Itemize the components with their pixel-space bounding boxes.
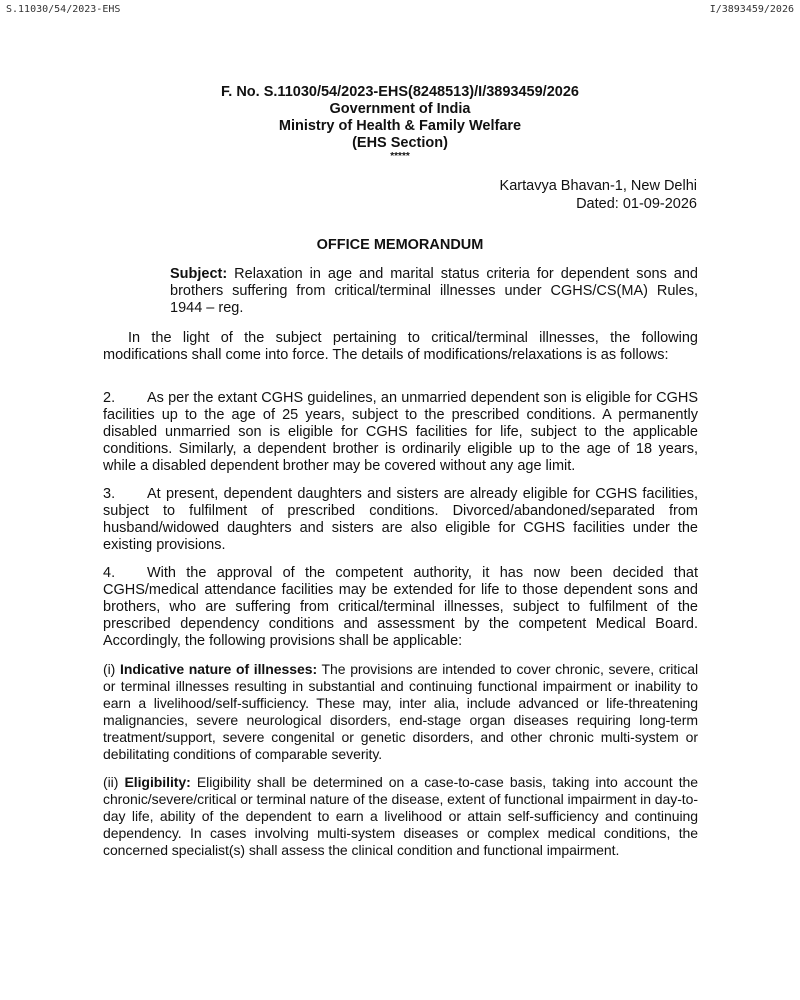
subject-label: Subject: bbox=[170, 266, 228, 282]
subject-text: Relaxation in age and marital status criteria for dependent sons and brothers suffering from critical/terminal illnesses under CGHS/CS(MA) Rules, 1944 – reg. bbox=[170, 266, 698, 316]
paragraph-number: 2. bbox=[103, 390, 116, 406]
provision-prefix: (i) bbox=[103, 661, 120, 677]
section-name: (EHS Section) bbox=[352, 135, 448, 151]
paragraph-4 bbox=[103, 565, 698, 650]
paragraph-text: As per the extant CGHS guidelines, an unmarried dependent son is eligible for CGHS facilities up to the age of 25 years, subject to the prescribed conditions. A permanently disabled unmarried son is eligible for CGHS facilities for life, subject to the applicable conditions. Similarly, a dependent brother is ordinarily eligible up to the age of 18 years, while a disabled dependent brother may be covered without any age limit. bbox=[103, 390, 698, 474]
separator-stars: ***** bbox=[390, 151, 410, 162]
address: Kartavya Bhavan-1, New Delhi bbox=[499, 178, 697, 194]
paragraph-number: 3. bbox=[103, 486, 116, 502]
letterhead bbox=[0, 84, 800, 162]
provision-prefix: (ii) bbox=[103, 774, 125, 790]
ministry-name: Ministry of Health & Family Welfare bbox=[278, 118, 522, 134]
provision-heading: Indicative nature of illnesses: bbox=[119, 661, 318, 677]
government-name: Government of India bbox=[329, 101, 471, 117]
date: Dated: 01-09-2026 bbox=[576, 196, 697, 212]
paragraph-2 bbox=[103, 390, 698, 475]
provision-heading: Eligibility: bbox=[124, 774, 191, 790]
paragraph-number: 4. bbox=[103, 565, 116, 581]
paragraph-3 bbox=[103, 486, 698, 554]
document-ref-right: I/3893459/2026 bbox=[709, 4, 794, 15]
memo-body bbox=[103, 330, 698, 870]
provision-ii bbox=[103, 774, 698, 859]
provision-text: The provisions are intended to cover chronic, severe, critical or terminal illnesses resulting in substantial and continuing functional impairment or inability to earn a livelihood/self-sufficiency. These may, inter alia, include advanced or life-threatening malignancies, severe neurological disorders, end-stage organ diseases requiring long-term treatment/support, severe congenital or genetic disorders, and other chronic multi-system or debilitating conditions of comparable severity. bbox=[103, 661, 699, 762]
paragraph-text: With the approval of the competent authority, it has now been decided that CGHS/medical attendance facilities may be extended for life to those dependent sons and brothers, who are suffering from critical/terminal illnesses, subject to fulfilment of the prescribed dependency conditions and assessment by the competent Medical Board. Accordingly, the following provisions shall be applicable: bbox=[103, 565, 698, 649]
place-and-date bbox=[500, 177, 697, 213]
paragraph-text: At present, dependent daughters and sisters are already eligible for CGHS facilities, subject to fulfilment of prescribed conditions. Divorced/abandoned/separated from husband/widowed daughters and sisters are also eligible for CGHS facilities under the existing provisions. bbox=[103, 486, 698, 553]
file-number: F. No. S.11030/54/2023-EHS(8248513)/I/3893459/2026 bbox=[221, 84, 579, 100]
memo-subject bbox=[170, 266, 698, 317]
intro-paragraph: In the light of the subject pertaining to critical/terminal illnesses, the following modifications shall come into force. The details of modifications/relaxations is as follows: bbox=[103, 330, 698, 363]
document-ref-left: S.11030/54/2023-EHS bbox=[6, 4, 121, 15]
memo-title: OFFICE MEMORANDUM bbox=[316, 237, 484, 253]
provision-text: Eligibility shall be determined on a case-to-case basis, taking into account the chronic/severe/critical or terminal nature of the disease, extent of functional impairment in day-to-day life, ability of the dependent to earn a livelihood or attain self-sufficiency and continuing dependency. In cases involving multi-system diseases or complex medical conditions, the concerned specialist(s) shall assess the clinical condition and functional impairment. bbox=[103, 774, 699, 858]
provision-i bbox=[103, 661, 698, 763]
